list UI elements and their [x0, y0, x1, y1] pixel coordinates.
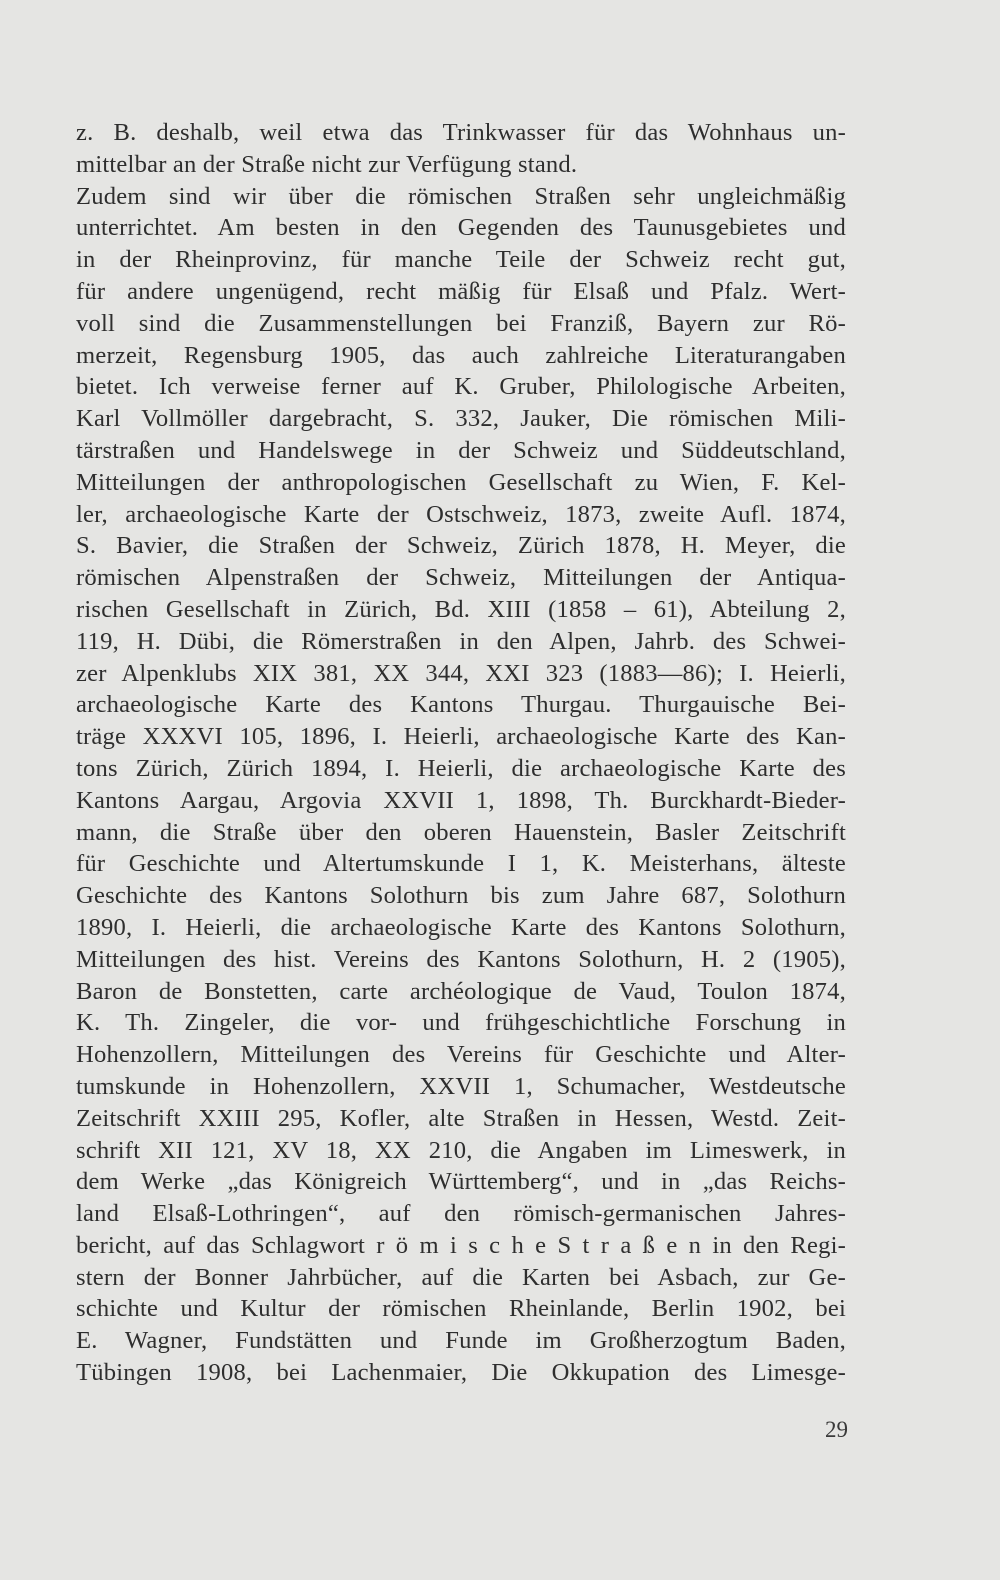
text-line: schichte und Kultur der römischen Rheinlande, Berlin 1902, bei — [76, 1295, 846, 1323]
text-line: tärstraßen und Handelswege in der Schweiz und Süddeutschland, — [76, 436, 846, 464]
text-line: Tübingen 1908, bei Lachenmaier, Die Okkupation des Limesge- — [76, 1359, 846, 1387]
text-line: unterrichtet. Am besten in den Gegenden des Taunusgebietes und — [76, 214, 846, 242]
text-line: römischen Alpenstraßen der Schweiz, Mitteilungen der Antiqua- — [76, 564, 846, 592]
text-line: ler, archaeologische Karte der Ostschweiz, 1873, zweite Aufl. 1874, — [76, 500, 846, 528]
text-line: S. Bavier, die Straßen der Schweiz, Zürich 1878, H. Meyer, die — [76, 532, 846, 560]
text-line: dem Werke „das Königreich Württemberg“, und in „das Reichs- — [76, 1168, 846, 1196]
text-line: tumskunde in Hohenzollern, XXVII 1, Schumacher, Westdeutsche — [76, 1072, 846, 1100]
text-line: bericht, auf das Schlagwort r ö m i s c h e S t r a ß e n in den Regi- — [76, 1231, 846, 1259]
text-line: mittelbar an der Straße nicht zur Verfügung stand. — [76, 150, 578, 178]
text-line: tons Zürich, Zürich 1894, I. Heierli, die archaeologische Karte des — [76, 754, 846, 782]
text-line: K. Th. Zingeler, die vor- und frühgeschichtliche Forschung in — [76, 1009, 846, 1037]
text-line: zer Alpenklubs XIX 381, XX 344, XXI 323 (1883—86); I. Heierli, — [76, 659, 846, 687]
text-line: für andere ungenügend, recht mäßig für Elsaß und Pfalz. Wert- — [76, 277, 846, 305]
body-text — [76, 117, 846, 1389]
text-line: merzeit, Regensburg 1905, das auch zahlreiche Literaturangaben — [76, 341, 846, 369]
page-number: 29 — [825, 1417, 848, 1442]
text-line: schrift XII 121, XV 18, XX 210, die Angaben im Limeswerk, in — [76, 1136, 846, 1164]
text-line: Mitteilungen des hist. Vereins des Kantons Solothurn, H. 2 (1905), — [76, 945, 846, 973]
text-line: bietet. Ich verweise ferner auf K. Gruber, Philologische Arbeiten, — [76, 373, 846, 401]
text-line: Geschichte des Kantons Solothurn bis zum Jahre 687, Solothurn — [76, 882, 846, 910]
text-line: archaeologische Karte des Kantons Thurgau. Thurgauische Bei- — [76, 691, 846, 719]
text-line: 119, H. Dübi, die Römerstraßen in den Alpen, Jahrb. des Schwei- — [76, 627, 846, 655]
text-line: Kantons Aargau, Argovia XXVII 1, 1898, Th. Burckhardt-Bieder- — [76, 786, 846, 814]
text-line: land Elsaß-Lothringen“, auf den römisch-germanischen Jahres- — [76, 1200, 846, 1228]
text-line: rischen Gesellschaft in Zürich, Bd. XIII (1858 – 61), Abteilung 2, — [76, 595, 846, 623]
text-line: Zudem sind wir über die römischen Straßen sehr ungleichmäßig — [76, 182, 846, 210]
text-line: Baron de Bonstetten, carte archéologique de Vaud, Toulon 1874, — [76, 977, 846, 1005]
text-line: E. Wagner, Fundstätten und Funde im Großherzogtum Baden, — [76, 1327, 846, 1355]
text-line: Karl Vollmöller dargebracht, S. 332, Jauker, Die römischen Mili- — [76, 405, 846, 433]
text-line: Hohenzollern, Mitteilungen des Vereins für Geschichte und Alter- — [76, 1041, 846, 1069]
text-line: mann, die Straße über den oberen Hauenstein, Basler Zeitschrift — [76, 818, 846, 846]
text-line: z. B. deshalb, weil etwa das Trinkwasser für das Wohnhaus un- — [76, 119, 846, 146]
text-line: Mitteilungen der anthropologischen Gesellschaft zu Wien, F. Kel- — [76, 468, 846, 496]
text-line: voll sind die Zusammenstellungen bei Franziß, Bayern zur Rö- — [76, 309, 846, 337]
text-line: 1890, I. Heierli, die archaeologische Karte des Kantons Solothurn, — [76, 913, 846, 941]
text-line: träge XXXVI 105, 1896, I. Heierli, archaeologische Karte des Kan- — [76, 723, 846, 751]
text-line: Zeitschrift XXIII 295, Kofler, alte Straßen in Hessen, Westd. Zeit- — [76, 1104, 846, 1132]
text-line: stern der Bonner Jahrbücher, auf die Karten bei Asbach, zur Ge- — [76, 1263, 846, 1291]
text-line: für Geschichte und Altertumskunde I 1, K. Meisterhans, älteste — [76, 850, 846, 878]
text-line: in der Rheinprovinz, für manche Teile der Schweiz recht gut, — [76, 246, 846, 274]
